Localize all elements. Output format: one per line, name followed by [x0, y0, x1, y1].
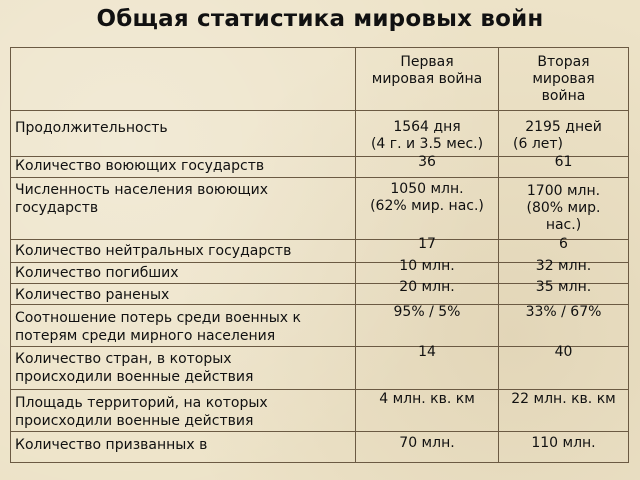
row-label — [11, 347, 356, 390]
ww2-value-line: 2195 дней — [525, 119, 602, 135]
ww2-value — [499, 344, 629, 390]
header-ww1-line: Первая — [400, 54, 454, 70]
ww1-value-line: 10 млн. — [399, 258, 455, 274]
header-ww2-line: мировая — [532, 71, 595, 87]
ww2-value-line: (6 лет) — [513, 136, 563, 152]
table-row — [11, 305, 629, 347]
ww2-value-line: 1700 млн. — [526, 183, 601, 199]
table-row — [11, 347, 629, 390]
row-label-line: происходили военные действия — [15, 369, 254, 385]
ww1-value-line: 1564 дня — [393, 119, 461, 135]
ww2-value-line: 33% / 67% — [525, 304, 602, 320]
ww1-value — [356, 154, 499, 178]
ww1-value — [356, 344, 499, 390]
ww2-value — [499, 154, 629, 178]
row-label-line: Количество призванных в — [15, 437, 208, 453]
page-title: Общая статистика мировых войн — [96, 6, 544, 32]
ww2-value-line: 61 — [554, 154, 573, 170]
table-row — [11, 157, 629, 178]
row-label-line: Продолжительность — [15, 120, 168, 136]
table-row — [11, 178, 629, 240]
ww1-value-line: (62% мир. нас.) — [370, 198, 484, 214]
row-label-line: происходили военные действия — [15, 413, 254, 429]
row-label — [11, 111, 356, 157]
row-label-line: государств — [15, 200, 99, 216]
ww1-value-line: (4 г. и 3.5 мес.) — [370, 136, 484, 152]
row-label — [11, 305, 356, 347]
ww2-value — [499, 305, 629, 347]
header-ww2 — [499, 48, 629, 111]
ww2-value-line: 40 — [554, 344, 573, 360]
ww2-value — [499, 178, 629, 240]
ww1-value — [356, 279, 499, 305]
row-label-line: Количество погибших — [15, 265, 179, 281]
row-label-line: Количество нейтральных государств — [15, 243, 292, 259]
row-label-line: Количество стран, в которых — [15, 351, 232, 367]
header-ww2-line: Вторая — [537, 54, 590, 70]
ww1-value-line: 36 — [418, 154, 436, 170]
row-label-line: потерям среди мирного населения — [15, 328, 276, 344]
ww2-value-line: 110 млн. — [531, 435, 596, 451]
row-label-line: Соотношение потерь среди военных к — [15, 310, 302, 326]
header-ww1-line: мировая война — [371, 71, 483, 87]
ww2-value — [499, 111, 629, 157]
ww1-value-line: 95% / 5% — [393, 304, 461, 320]
ww1-value — [356, 305, 499, 347]
header-ww1 — [356, 48, 499, 111]
row-label — [11, 178, 356, 240]
ww2-value-line: нас.) — [545, 217, 582, 233]
ww1-value-line: 70 млн. — [399, 435, 455, 451]
ww2-value-line: (80% мир. — [526, 200, 601, 216]
ww2-value — [499, 432, 629, 463]
header-ww2-line: война — [541, 88, 586, 104]
ww2-value — [499, 390, 629, 432]
ww1-value-line: 14 — [418, 344, 436, 360]
header-empty-cell — [11, 48, 356, 111]
row-label-line: Численность населения воюющих — [15, 182, 269, 198]
ww2-value-line: 32 млн. — [535, 258, 592, 274]
ww1-value-line: 4 млн. кв. км — [379, 391, 475, 407]
table-header-row — [11, 48, 629, 111]
ww1-value — [356, 178, 499, 240]
ww1-value — [356, 390, 499, 432]
row-label-line: Площадь территорий, на которых — [15, 395, 268, 411]
war-statistics-table — [10, 47, 629, 463]
row-label — [11, 240, 356, 263]
row-label — [11, 263, 356, 284]
row-label-line: Количество воюющих государств — [15, 158, 265, 174]
ww2-value-line: 6 — [559, 236, 568, 252]
ww1-value-line: 1050 млн. — [390, 181, 464, 197]
ww1-value — [356, 432, 499, 463]
row-label — [11, 432, 356, 463]
ww2-value-line: 35 млн. — [535, 279, 592, 295]
table-row — [11, 390, 629, 432]
table-row — [11, 111, 629, 157]
ww1-value-line: 17 — [418, 236, 436, 252]
table-row — [11, 284, 629, 305]
row-label — [11, 284, 356, 305]
table-row — [11, 432, 629, 463]
row-label — [11, 390, 356, 432]
ww1-value-line: 20 млн. — [399, 279, 455, 295]
row-label — [11, 157, 356, 178]
ww2-value — [499, 279, 629, 305]
ww1-value — [356, 111, 499, 157]
row-label-line: Количество раненых — [15, 287, 170, 303]
ww2-value-line: 22 млн. кв. км — [511, 391, 616, 407]
